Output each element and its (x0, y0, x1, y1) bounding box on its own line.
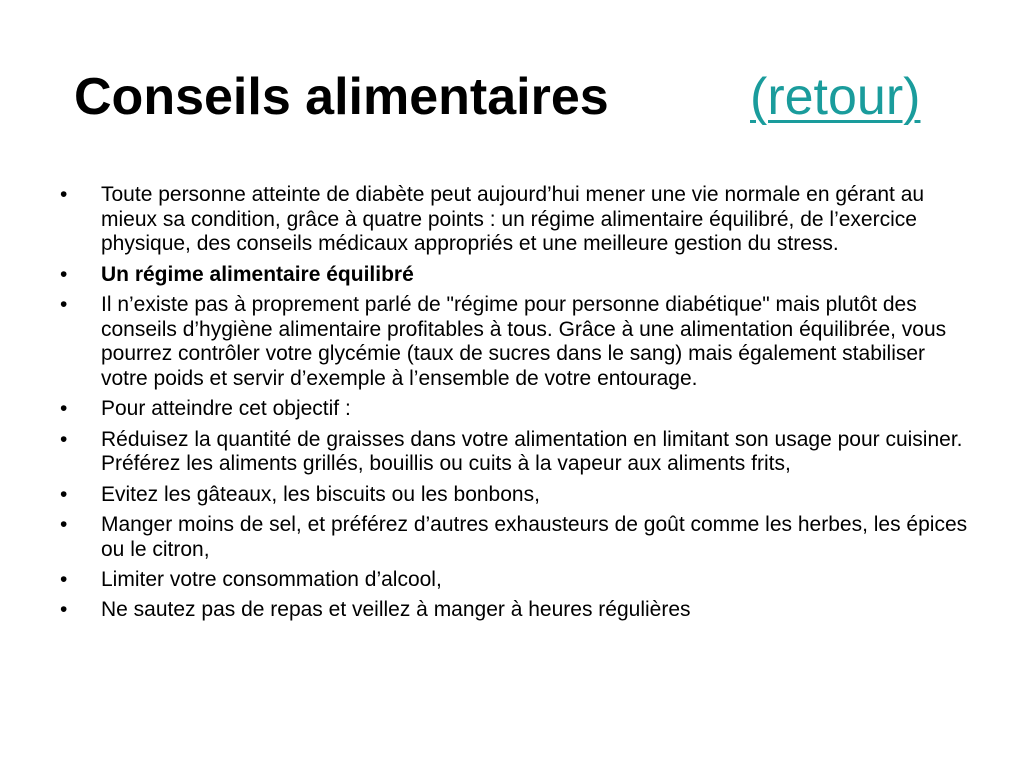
bullet-text: Il n’existe pas à proprement parlé de "régime pour personne diabétique" mais plutôt des conseils d’hygiène alimentaire profitables à tous. Grâce à une alimentation équilibrée, vous pourrez contrôler votre glycémie (taux de sucres dans le sang) mais également stabiliser votre poids et servir d’exemple à l’ensemble de votre entourage. (101, 293, 947, 391)
bullet-text: Pour atteindre cet objectif : (101, 397, 351, 421)
bullet-icon: • (60, 183, 68, 206)
bullet-item (60, 513, 970, 562)
bullet-text: Limiter votre consommation d’alcool, (101, 568, 442, 591)
bullet-text: Evitez les gâteaux, les biscuits ou les bonbons, (101, 482, 540, 506)
back-link[interactable]: (retour) (750, 68, 921, 126)
bullet-text: Un régime alimentaire équilibré (101, 262, 414, 286)
bullet-list (60, 183, 970, 629)
bullet-icon: • (60, 427, 68, 451)
bullet-icon: • (60, 293, 68, 316)
bullet-item (60, 293, 970, 392)
bullet-item (60, 397, 970, 422)
bullet-text: Réduisez la quantité de graisses dans votre alimentation en limitant son usage pour cuisiner. Préférez les aliments grillés, bouillis ou cuits à la vapeur aux aliments frits, (101, 427, 963, 476)
bullet-icon: • (60, 262, 68, 286)
bullet-item (60, 568, 970, 593)
bullet-item (60, 483, 970, 508)
bullet-icon: • (60, 598, 68, 622)
title-row (74, 66, 974, 136)
bullet-item-heading (60, 263, 970, 288)
bullet-text: Toute personne atteinte de diabète peut aujourd’hui mener une vie normale en gérant au mieux sa condition, grâce à quatre points : un régime alimentaire équilibré, de l’exercice physique, des conseils médicaux appropriés et une meilleure gestion du stress. (101, 183, 925, 256)
bullet-text: Ne sautez pas de repas et veillez à manger à heures régulières (101, 598, 691, 622)
bullet-item (60, 183, 970, 257)
bullet-icon: • (60, 568, 68, 591)
slide-title: Conseils alimentaires (74, 68, 609, 126)
bullet-icon: • (60, 513, 68, 536)
bullet-text: Manger moins de sel, et préférez d’autres exhausteurs de goût comme les herbes, les épices ou le citron, (101, 513, 968, 561)
bullet-icon: • (60, 482, 68, 506)
bullet-icon: • (60, 397, 68, 421)
bullet-item (60, 428, 970, 477)
bullet-item (60, 598, 970, 623)
